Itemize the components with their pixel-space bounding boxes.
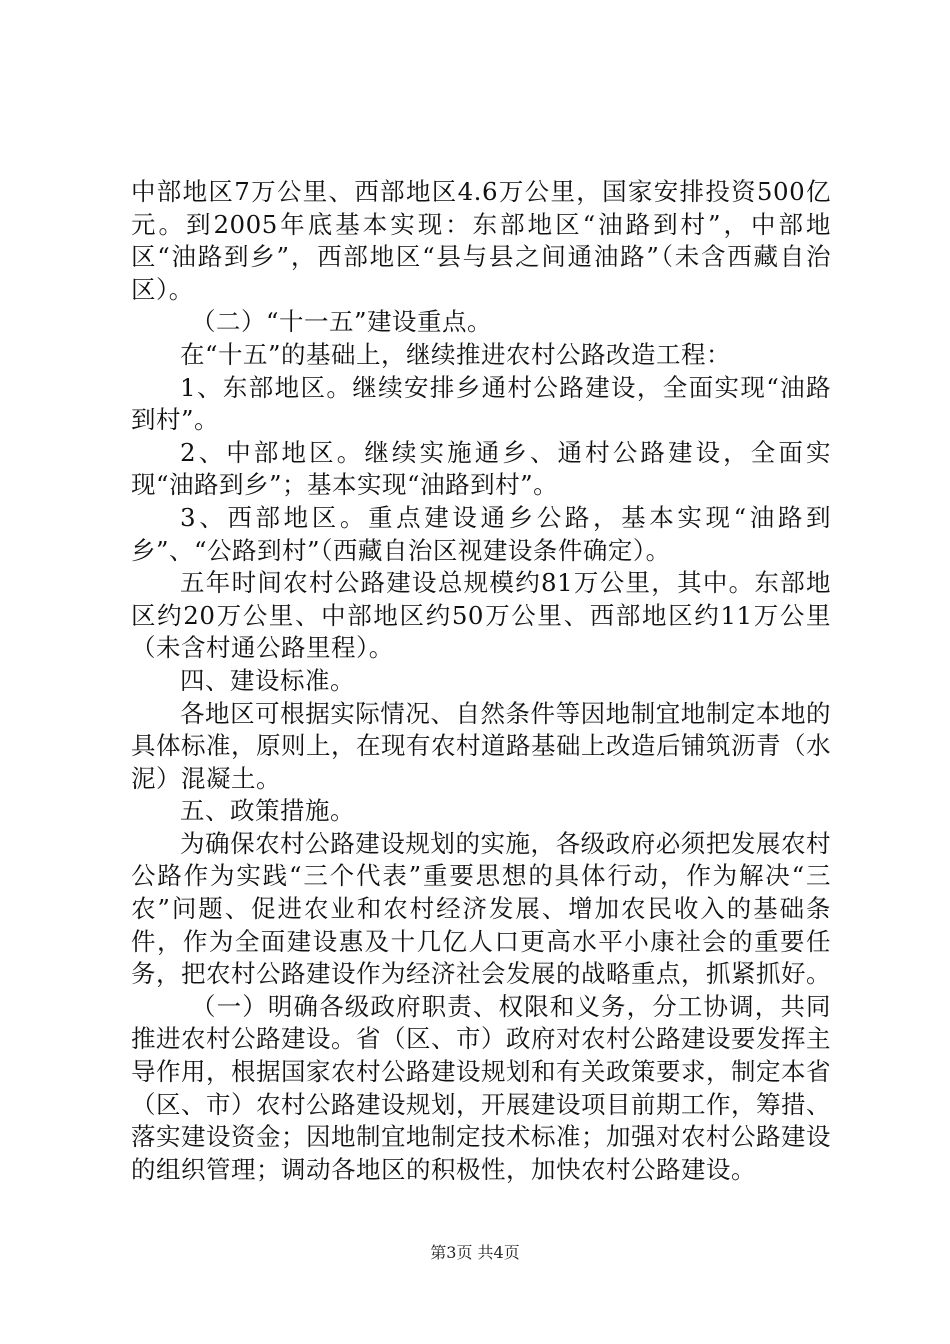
- section-heading-2-2: （二）“十一五”建设重点。: [191, 307, 493, 337]
- section-heading-4: 四、建设标准。: [180, 665, 355, 695]
- page-footer: [0, 1243, 950, 1263]
- paragraph: 在“十五”的基础上，继续推进农村公路改造工程：: [180, 339, 732, 369]
- section-heading-5: 五、政策措施。: [180, 796, 355, 826]
- paragraph: 各地区可根据实际情况、自然条件等因地制宜地制定本地的具体标准，原则上，在现有农村道路基础上改造后铺筑沥青（水泥）混凝土。: [131, 698, 831, 793]
- page-number: 第3页 共4页: [430, 1243, 520, 1262]
- list-item: 2、中部地区。继续实施通乡、通村公路建设，全面实现“油路到乡”；基本实现“油路到村”。: [131, 437, 831, 500]
- paragraph: （一）明确各级政府职责、权限和义务，分工协调，共同推进农村公路建设。省（区、市）政府对农村公路建设要发挥主导作用，根据国家农村公路建设规划和有关政策要求，制定本省（区、市）农村公路建设规划，开展建设项目前期工作，筹措、落实建设资金；因地制宜地制定技术标准；加强对农村公路建设的组织管理；调动各地区的积极性，加快农村公路建设。: [131, 991, 831, 1184]
- list-item: 3、西部地区。重点建设通乡公路，基本实现“油路到乡”、“公路到村”（西藏自治区视建设条件确定）。: [131, 502, 831, 565]
- list-item: 1、东部地区。继续安排乡通村公路建设，全面实现“油路到村”。: [131, 372, 831, 435]
- paragraph-continuation: 中部地区7万公里、西部地区4.6万公里，国家安排投资500亿元。到2005年底基本实现：东部地区“油路到村”，中部地区“油路到乡”，西部地区“县与县之间通油路”（未含西藏自治区）。: [131, 177, 831, 304]
- paragraph: 为确保农村公路建设规划的实施，各级政府必须把发展农村公路作为实践“三个代表”重要思想的具体行动，作为解决“三农”问题、促进农业和农村经济发展、增加农民收入的基础条件，作为全面建设惠及十几亿人口更高水平小康社会的重要任务，把农村公路建设作为经济社会发展的战略重点，抓紧抓好。: [131, 828, 831, 989]
- document-body: [131, 176, 831, 1186]
- paragraph: 五年时间农村公路建设总规模约81万公里，其中。东部地区约20万公里、中部地区约50万公里、西部地区约11万公里（未含村通公路里程）。: [131, 568, 831, 663]
